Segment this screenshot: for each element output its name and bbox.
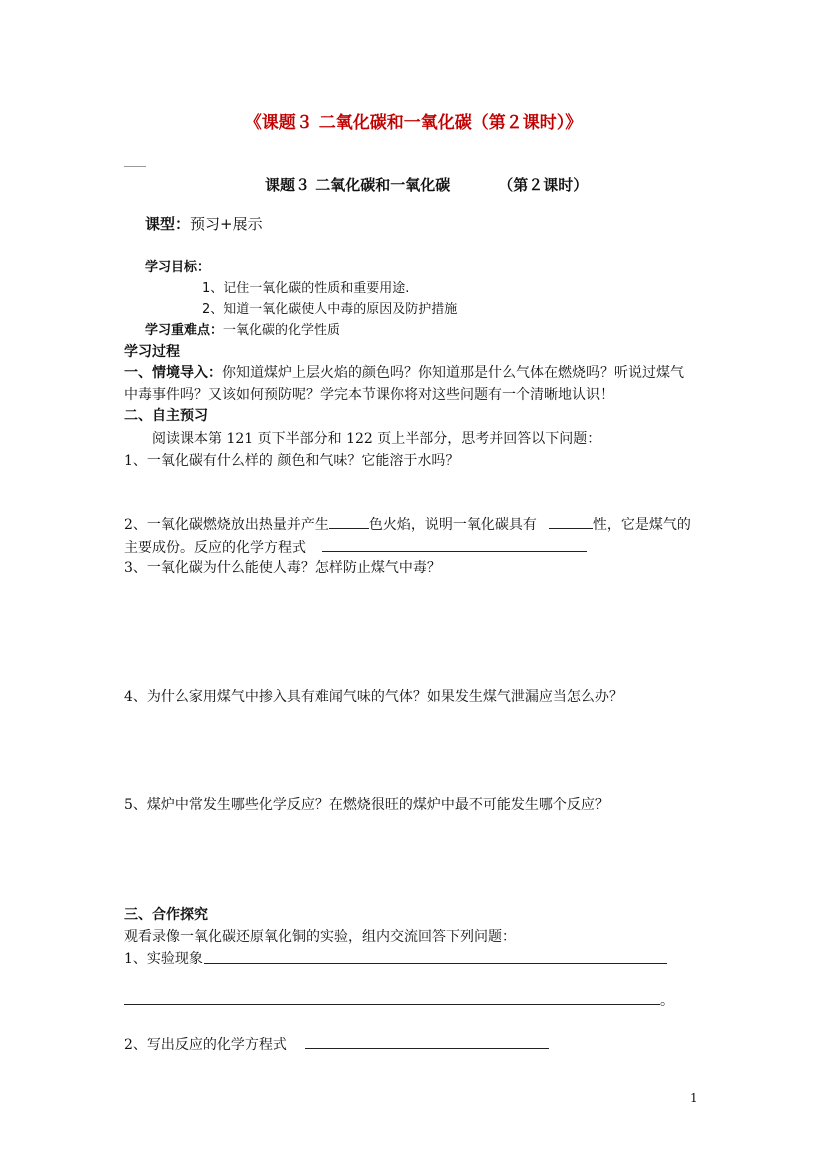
answer-blank-property[interactable] (549, 514, 593, 529)
lesson-type-label: 课型： (145, 215, 191, 233)
answer-line-equation-2[interactable] (305, 1048, 549, 1049)
section3-intro: 观看录像一氧化碳还原氧化铜的实验，组内交流回答下列问题： (124, 929, 516, 945)
answer-line-phenomenon-2[interactable] (124, 1004, 660, 1005)
lesson-type-value: 预习+展示 (190, 215, 263, 233)
process-heading: 学习过程 (124, 344, 180, 360)
question-2-line2: 主要成份。反应的化学方程式 (124, 540, 306, 556)
section1-heading: 一、情境导入： (124, 365, 222, 381)
sub-title-main: 课题３ 二氧化碳和一氧化碳 (265, 176, 451, 194)
question-1: 1、一氧化碳有什么样的 颜色和气味？它能溶于水吗？ (124, 453, 460, 469)
section2-intro: 阅读课本第 121 页下半部分和 122 页上半部分，思考并回答以下问题： (152, 431, 602, 447)
goal-item-1: 1、记住一氧化碳的性质和重要用途. (202, 281, 410, 296)
goals-heading: 学习目标： (145, 260, 211, 275)
question-2-part1: 2、一氧化碳燃烧放出热量并产生 (124, 517, 329, 533)
page-number: 1 (690, 1091, 698, 1105)
question-3: 3、一氧化碳为什么能使人毒？怎样防止煤气中毒？ (124, 560, 441, 576)
question-4: 4、为什么家用煤气中掺入具有难闻气味的气体？如果发生煤气泄漏应当怎么办？ (124, 689, 623, 705)
section3-q2-label: 2、写出反应的化学方程式 (124, 1037, 287, 1053)
section3-q1-end: 。 (660, 993, 674, 1009)
sub-title (265, 174, 588, 195)
question-2 (124, 514, 691, 534)
question-2-part3: 性，它是煤气的 (592, 517, 691, 533)
goal-item-2: 2、知道一氧化碳使人中毒的原因及防护措施 (202, 302, 458, 317)
section1-line2: 中毒事件吗？又该如何预防呢？学完本节课你将对这些问题有一个清晰地认识！ (124, 387, 614, 403)
section3-heading: 三、合作探究 (124, 907, 208, 923)
key-points-value: 一氧化碳的化学性质 (223, 323, 341, 338)
section3-q1-label: 1、实验现象 (124, 951, 203, 967)
sub-title-period: （第２课时） (498, 176, 589, 194)
section2-heading: 二、自主预习 (124, 408, 208, 424)
section1-line1 (124, 362, 684, 382)
answer-line-equation[interactable] (322, 551, 587, 552)
question-2-part2: 色火焰，说明一氧化碳具有 (368, 517, 537, 533)
header-dash (124, 166, 146, 167)
lesson-type (145, 213, 263, 234)
key-points (145, 319, 340, 338)
answer-line-phenomenon-1[interactable] (204, 963, 667, 964)
section1-text-1: 你知道煤炉上层火焰的颜色吗？你知道那是什么气体在燃烧吗？听说过煤气 (222, 365, 684, 381)
key-points-label: 学习重难点： (145, 323, 224, 338)
main-title: 《课题３ 二氧化碳和一氧化碳（第２课时）》 (244, 113, 583, 133)
answer-blank-color[interactable] (329, 514, 369, 529)
question-5: 5、煤炉中常发生哪些化学反应？在燃烧很旺的煤炉中最不可能发生哪个反应？ (124, 797, 609, 813)
